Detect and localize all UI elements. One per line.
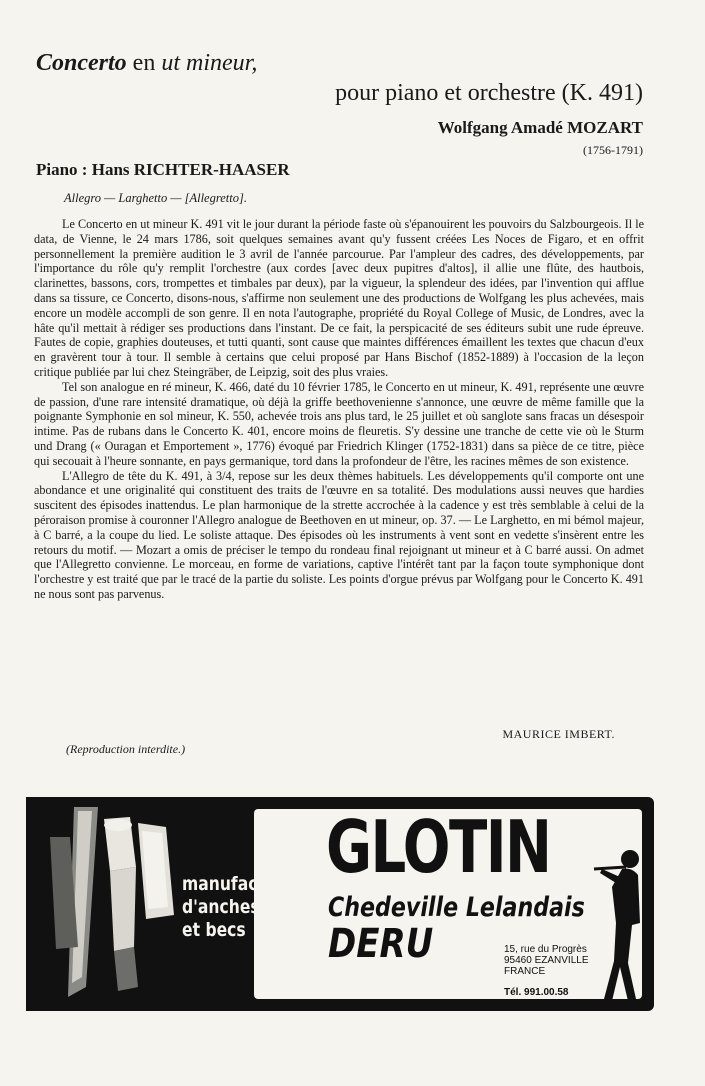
clarinet-player-icon bbox=[592, 843, 652, 1003]
title-key: ut mineur, bbox=[161, 50, 258, 76]
movements-list: Allegro — Larghetto — [Allegretto]. bbox=[64, 191, 247, 205]
tagline-line-3: et becs bbox=[182, 919, 246, 941]
address-country: FRANCE bbox=[504, 966, 546, 977]
soloist-credit: Piano : Hans RICHTER-HAASER bbox=[36, 160, 290, 179]
concerto-title bbox=[36, 50, 257, 77]
title-en-word: en bbox=[126, 50, 162, 76]
composer-dates: (1756-1791) bbox=[583, 143, 643, 157]
paragraph-1: Le Concerto en ut mineur K. 491 vit le jour durant la période faste où s'épanouirent les pouvoirs du Salzbourgeois. Il le data, de Vienne, le 24 mars 1786, soit quelques semaines avant qu'y fussent créées Les Noces de Figaro, et en offrit personnellement la première audition le 3 avril de l'année parcourue. Par l'ampleur des cadres, des développements, par l'importance du rôle qu'y remplit l'orchestre (aux cordes [avec deux pupitres d'altos], il allie une flûte, des hautbois, clarinettes, bassons, cors, trompettes et timbales par deux), par la vigueur, la splendeur des idées, par l'invention qui afflue dans sa tissure, ce Concerto, disons-nous, s'affirme non seulement une des productions de Wolfgang les plus achevées, mais encore un modèle accompli de son genre. Il en nota l'autographe, propriété du Royal College of Music, de Londres, avec la hâte qu'il mettait à rédiger ses productions dans l'instant. De ce fait, la perspicacité de ses éditeurs subit une rude épreuve. Fautes de copie, graphies douteuses, et tutti quanti, sont cause que maintes différences émaillent les textes que chacun d'eux en gravèrent tour à tour. Il semble à certains que celui proposé par Hans Bischof (1852-1889) à l'occasion de la leçon critique publiée par lui chez Steingräber, de Leipzig, soit des plus vraies. bbox=[34, 217, 644, 379]
address-street: 15, rue du Progrès bbox=[504, 944, 587, 955]
concerto-subtitle: pour piano et orchestre (K. 491) bbox=[335, 80, 643, 106]
ad-telephone: Tél. 991.00.58 bbox=[504, 987, 569, 998]
address-city: 95460 EZANVILLE bbox=[504, 955, 589, 966]
title-concerto-word: Concerto bbox=[36, 50, 127, 76]
paragraph-3: L'Allegro de tête du K. 491, à 3/4, repose sur les deux thèmes habituels. Les développements qu'il comporte ont une abondance et une originalité qui constituent des traits de l'œuvre en sa totalité. Des modulations aussi neuves que hardies suscitent des épisodes inattendus. Le plan harmonique de la strette accrochée à la cadence y est très semblable à celui de la péroraison promise à couronner l'Allegro analogue de Beethoven en ut mineur, op. 37. — Le Larghetto, en mi bémol majeur, à C barré, a la coupe du lied. Le soliste attaque. Des épisodes où les instruments à vent sont en vedette s'insèrent entre les retours du motif. — Mozart a omis de préciser le tempo du rondeau final rejoignant ut mineur et à C barré aussi. On admet que l'Allegretto convienne. Le morceau, en forme de variations, captive l'intérêt tant par la façon toute symphonique dont l'orchestre y est traité que par le tracé de la partie du soliste. Les points d'orgue prévus par Wolfgang pour le Concerto K. 491 ne nous sont pas parvenus. bbox=[34, 468, 644, 601]
reproduction-note: (Reproduction interdite.) bbox=[66, 742, 186, 756]
brand-deru: DERU bbox=[328, 921, 434, 967]
glotin-advertisement bbox=[26, 797, 654, 1011]
brand-glotin: GLOTIN bbox=[326, 805, 551, 889]
composer-name: Wolfgang Amadé MOZART bbox=[437, 118, 643, 137]
tagline-line-1: manufacture bbox=[182, 873, 295, 895]
author-signature: MAURICE IMBERT. bbox=[502, 727, 615, 741]
brand-chedeville: Chedeville Lelandais bbox=[328, 892, 585, 923]
program-notes bbox=[34, 217, 644, 602]
ad-tagline bbox=[182, 873, 297, 942]
tagline-line-2: d'anches bbox=[182, 896, 260, 918]
ad-address bbox=[504, 944, 589, 977]
paragraph-2: Tel son analogue en ré mineur, K. 466, daté du 10 février 1785, le Concerto en ut mineur, K. 491, représente une œuvre de passion, d'une rare intensité dramatique, où déjà la griffe beethovenienne s'annonce, une œuvre de même famille que la poignante Symphonie en sol mineur, K. 550, achevée trois ans plus tard, le 25 juillet et où sanglote sans fracas un désespoir intime. Pas de rubans dans le Concerto K. 401, encore moins de fleuretis. S'y dessine une tranche de cette vie où le Sturm und Drang (« Ouragan et Emportement », 1776) évoqué par Friedrich Klinger (1752-1831) dans sa pièce de ce titre, pièce qui secouait à l'heure sonnante, en pays germanique, tord dans la profondeur de l'être, les racines mêmes de son existence. bbox=[34, 379, 644, 468]
